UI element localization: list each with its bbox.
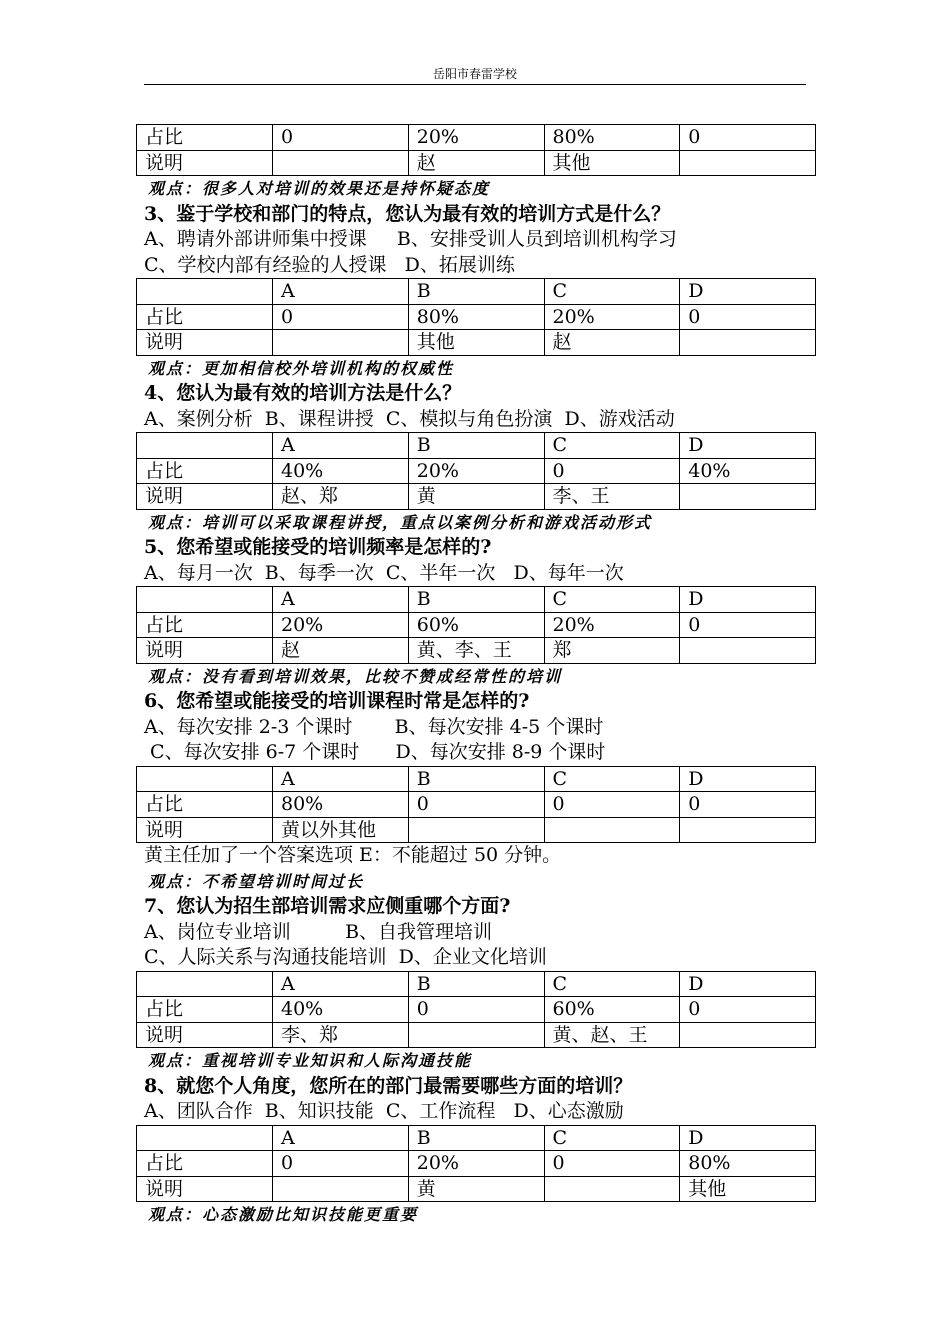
question-options: A、每月一次 B、每季一次 C、半年一次 D、每年一次: [144, 561, 624, 584]
table-cell: [544, 817, 680, 843]
table-cell: 60%: [408, 612, 544, 638]
table-cell: [273, 1176, 409, 1202]
table-cell: 20%: [408, 125, 544, 151]
table-row: [137, 1022, 816, 1048]
table-cell: 40%: [273, 458, 409, 484]
table-row: [137, 304, 816, 330]
row-label: 说明: [137, 638, 273, 664]
row-label: 占比: [137, 125, 273, 151]
header-cell: D: [680, 587, 816, 613]
table-cell: 0: [544, 792, 680, 818]
table-row: [137, 817, 816, 843]
row-label: 占比: [137, 458, 273, 484]
table-cell: 赵: [408, 150, 544, 176]
table-cell: 其他: [680, 1176, 816, 1202]
page-header-title: 岳阳市春雷学校: [432, 67, 517, 81]
row-label: 说明: [137, 1022, 273, 1048]
table-cell: 黄: [408, 1176, 544, 1202]
header-cell: A: [273, 433, 409, 459]
header-cell: D: [680, 279, 816, 305]
table-cell: 20%: [408, 458, 544, 484]
question-options: A、聘请外部讲师集中授课 B、安排受训人员到培训机构学习: [144, 228, 677, 250]
table-cell: 其他: [544, 150, 680, 176]
table-cell: 40%: [680, 458, 816, 484]
question-title: 5、您希望或能接受的培训频率是怎样的?: [144, 536, 492, 558]
table-cell: 李、郑: [273, 1022, 409, 1048]
row-label: 占比: [137, 612, 273, 638]
header-cell: A: [273, 1125, 409, 1151]
header-cell: C: [544, 766, 680, 792]
table-cell: 0: [544, 1151, 680, 1177]
table-cell: 0: [408, 792, 544, 818]
table-cell: 20%: [544, 612, 680, 638]
row-label: 占比: [137, 1151, 273, 1177]
header-cell: A: [273, 971, 409, 997]
question-title: 3、鉴于学校和部门的特点，您认为最有效的培训方式是什么？: [144, 202, 671, 225]
row-label: 占比: [137, 792, 273, 818]
table-cell: [408, 817, 544, 843]
header-cell: [137, 433, 273, 459]
question-options: C、人际关系与沟通技能培训 D、企业文化培训: [144, 946, 547, 968]
q4-result-table: [136, 432, 816, 510]
header-divider: [144, 84, 806, 85]
table-cell: 20%: [544, 304, 680, 330]
table-cell: 60%: [544, 997, 680, 1023]
table-header-row: [137, 433, 816, 459]
header-cell: C: [544, 433, 680, 459]
q8-result-table: [136, 1125, 816, 1203]
table-row: [137, 150, 816, 176]
header-cell: B: [408, 971, 544, 997]
viewpoint: 观点：更加相信校外培训机构的权威性: [148, 358, 455, 378]
viewpoint: 观点：不希望培训时间过长: [148, 871, 365, 891]
table-cell: 0: [680, 612, 816, 638]
question-title: 6、您希望或能接受的培训课程时常是怎样的?: [144, 690, 530, 712]
table-cell: 0: [273, 304, 409, 330]
question-options: A、案例分析 B、课程讲授 C、模拟与角色扮演 D、游戏活动: [144, 407, 675, 430]
table-cell: 80%: [544, 125, 680, 151]
question-options: C、每次安排 6-7 个课时 D、每次安排 8-9 个课时: [144, 741, 606, 763]
table-cell: [680, 638, 816, 664]
table-cell: 40%: [273, 997, 409, 1023]
question-title: 4、您认为最有效的培训方法是什么？: [144, 382, 462, 404]
viewpoint: 观点：没有看到培训效果，比较不赞成经常性的培训: [148, 666, 563, 686]
header-cell: [137, 1125, 273, 1151]
table-cell: [680, 1022, 816, 1048]
row-label: 占比: [137, 304, 273, 330]
header-cell: C: [544, 587, 680, 613]
header-cell: B: [408, 587, 544, 613]
question-title: 8、就您个人角度，您所在的部门最需要哪些方面的培训？: [144, 1074, 633, 1097]
question-title: 7、您认为招生部培训需求应侧重哪个方面?: [144, 895, 511, 917]
viewpoint: 观点：很多人对培训的效果还是持怀疑态度: [148, 179, 491, 198]
table-cell: 0: [408, 997, 544, 1023]
row-label: 说明: [137, 1176, 273, 1202]
header-cell: C: [544, 1125, 680, 1151]
viewpoint: 观点：培训可以采取课程讲授，重点以案例分析和游戏活动形式: [148, 512, 653, 532]
row-label: 占比: [137, 997, 273, 1023]
table-row: [137, 997, 816, 1023]
table-cell: [680, 330, 816, 356]
table-header-row: [137, 766, 816, 792]
table-cell: [680, 484, 816, 510]
header-cell: A: [273, 766, 409, 792]
table-cell: 0: [680, 792, 816, 818]
question-options: C、学校内部有经验的人授课 D、拓展训练: [144, 253, 515, 276]
header-cell: C: [544, 279, 680, 305]
table-row: [137, 1176, 816, 1202]
header-cell: A: [273, 279, 409, 305]
table-cell: 黄、赵、王: [544, 1022, 680, 1048]
table-row: [137, 458, 816, 484]
table-cell: [273, 330, 409, 356]
table-cell: 0: [273, 1151, 409, 1177]
table-cell: 郑: [544, 638, 680, 664]
table-cell: [680, 817, 816, 843]
table-row: [137, 612, 816, 638]
q2-result-table: [136, 124, 816, 176]
q3-result-table: [136, 278, 816, 356]
table-row: [137, 484, 816, 510]
table-cell: 0: [680, 997, 816, 1023]
table-row: [137, 125, 816, 151]
header-cell: D: [680, 433, 816, 459]
header-cell: [137, 766, 273, 792]
q6-result-table: [136, 766, 816, 844]
table-cell: 黄: [408, 484, 544, 510]
header-cell: [137, 279, 273, 305]
q7-result-table: [136, 971, 816, 1049]
header-cell: B: [408, 433, 544, 459]
row-label: 说明: [137, 484, 273, 510]
table-cell: 赵: [544, 330, 680, 356]
row-label: 说明: [137, 330, 273, 356]
table-row: [137, 638, 816, 664]
extra-note: 黄主任加了一个答案选项 E：不能超过 50 分钟。: [144, 844, 562, 866]
table-cell: 李、王: [544, 484, 680, 510]
table-cell: 黄以外其他: [273, 817, 409, 843]
row-label: 说明: [137, 817, 273, 843]
header-cell: C: [544, 971, 680, 997]
table-cell: 0: [544, 458, 680, 484]
table-cell: [408, 1022, 544, 1048]
table-cell: 20%: [408, 1151, 544, 1177]
table-cell: 赵、郑: [273, 484, 409, 510]
table-header-row: [137, 279, 816, 305]
table-cell: 0: [273, 125, 409, 151]
table-cell: 黄、李、王: [408, 638, 544, 664]
question-options: A、每次安排 2-3 个课时 B、每次安排 4-5 个课时: [144, 715, 604, 738]
header-cell: D: [680, 971, 816, 997]
document-body: [136, 124, 816, 1228]
header-cell: D: [680, 1125, 816, 1151]
row-label: 说明: [137, 150, 273, 176]
table-cell: 其他: [408, 330, 544, 356]
table-row: [137, 330, 816, 356]
table-cell: 0: [680, 125, 816, 151]
table-header-row: [137, 1125, 816, 1151]
table-cell: [273, 150, 409, 176]
question-options: A、岗位专业培训 B、自我管理培训: [144, 920, 493, 943]
header-cell: [137, 587, 273, 613]
header-cell: B: [408, 279, 544, 305]
viewpoint: 观点：心态激励比知识技能更重要: [148, 1205, 419, 1224]
table-cell: [544, 1176, 680, 1202]
table-cell: 0: [680, 304, 816, 330]
table-cell: 20%: [273, 612, 409, 638]
table-header-row: [137, 971, 816, 997]
header-cell: B: [408, 1125, 544, 1151]
table-cell: 赵: [273, 638, 409, 664]
viewpoint: 观点：重视培训专业知识和人际沟通技能: [148, 1051, 473, 1070]
question-options: A、团队合作 B、知识技能 C、工作流程 D、心态激励: [144, 1100, 624, 1122]
header-cell: D: [680, 766, 816, 792]
header-cell: B: [408, 766, 544, 792]
table-cell: 80%: [273, 792, 409, 818]
table-row: [137, 1151, 816, 1177]
table-cell: [680, 150, 816, 176]
table-cell: 80%: [680, 1151, 816, 1177]
header-cell: A: [273, 587, 409, 613]
table-row: [137, 792, 816, 818]
table-cell: 80%: [408, 304, 544, 330]
q5-result-table: [136, 586, 816, 664]
table-header-row: [137, 587, 816, 613]
header-cell: [137, 971, 273, 997]
